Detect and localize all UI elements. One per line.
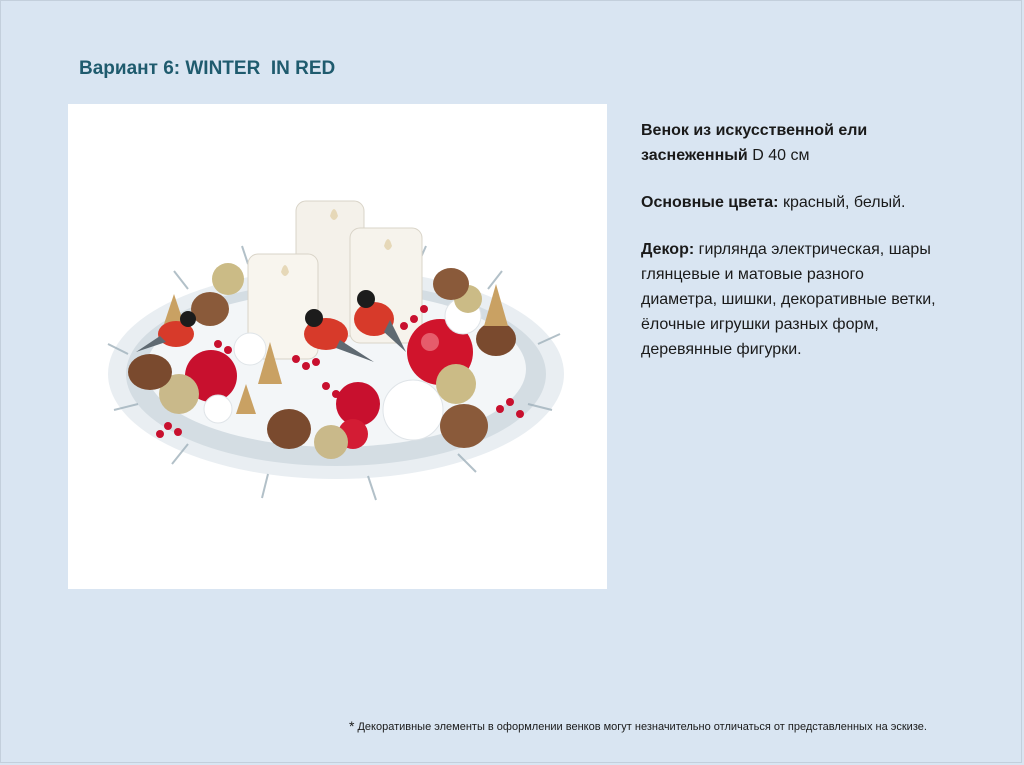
main-colors-value: красный, белый. — [778, 194, 906, 211]
wreath-photo — [68, 104, 607, 589]
wreath-size-value: D 40 см — [747, 147, 810, 164]
wreath-description — [641, 118, 941, 384]
footnote — [349, 718, 927, 734]
main-colors-label: Основные цвета: — [641, 194, 779, 211]
main-colors-paragraph — [641, 190, 941, 215]
footnote-star: * — [349, 718, 355, 734]
decor-value: гирлянда электрическая, шары глянцевые и матовые разного диаметра, шишки, декоративные ветки, ёлочные игрушки разных форм, деревянные фигурки. — [641, 241, 936, 358]
decor-label: Декор: — [641, 241, 695, 258]
slide-title: Вариант 6: WINTER IN RED — [79, 58, 336, 79]
decor-paragraph — [641, 237, 941, 362]
wreath-label: Венок из искусственной ели заснеженный — [641, 122, 868, 164]
footnote-text: Декоративные элементы в оформлении венков могут незначительно отличаться от представленных на эскизе. — [357, 721, 927, 733]
wreath-size-paragraph — [641, 118, 941, 168]
